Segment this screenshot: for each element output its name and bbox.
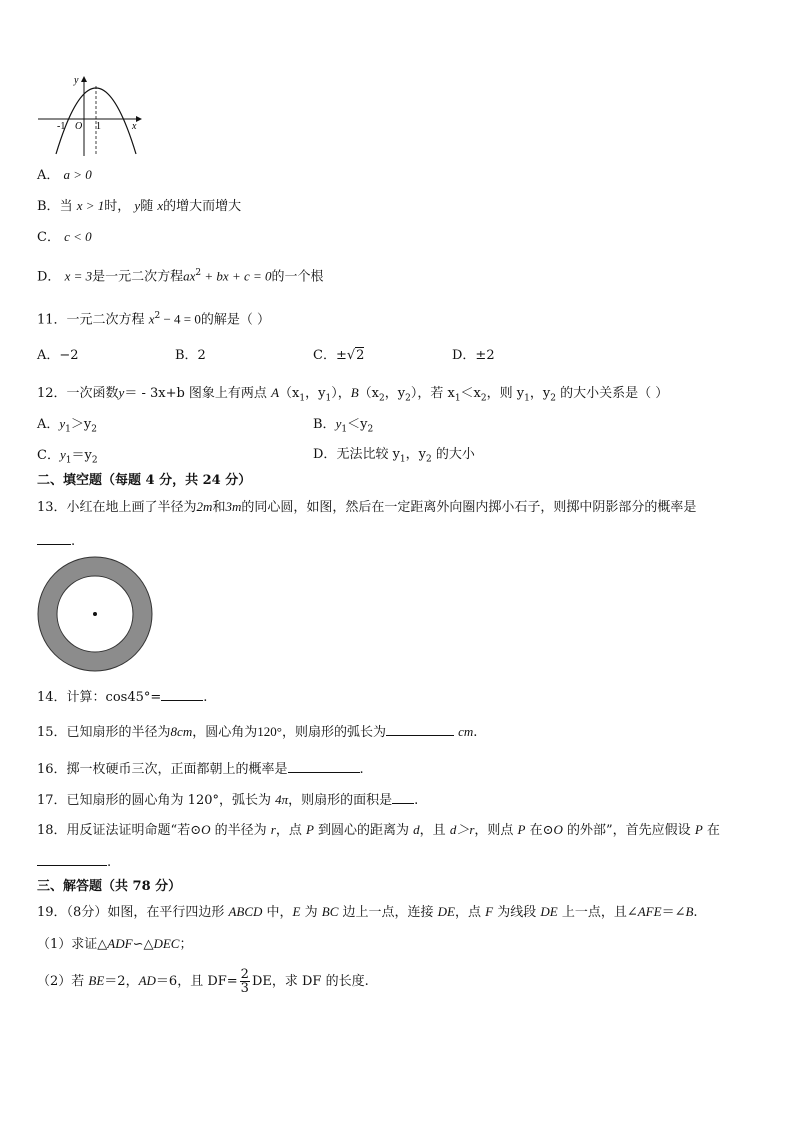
q12-option-b: B．$y_1<y_2$ — [313, 416, 374, 435]
x-axis-label: x — [132, 121, 137, 132]
q11-stem: 11．一元二次方程 $x^2 - 4 = 0$的解是（ ） — [37, 311, 271, 328]
q10-option-c: C． c < 0 — [37, 229, 92, 245]
answer-blank[interactable] — [392, 791, 414, 804]
y-axis-arrow — [81, 76, 87, 82]
x-axis-arrow — [136, 116, 142, 122]
parabola-graph — [36, 74, 144, 158]
option-letter: B． — [37, 199, 60, 214]
concentric-circles-figure — [36, 555, 154, 673]
tick-label-neg1: -1 — [57, 121, 66, 132]
answer-blank[interactable] — [288, 760, 360, 773]
answer-blank[interactable] — [386, 723, 454, 736]
q10-option-a — [37, 166, 92, 185]
y-axis-label: y — [74, 75, 79, 86]
fraction-two-thirds: $\frac{2}{3}$ — [240, 967, 249, 996]
center-dot — [93, 612, 97, 616]
q11-option-d: D．±2 — [452, 348, 495, 363]
q11-option-a: A．−2 — [37, 348, 79, 363]
q12-stem: 12．一次函数y＝ - 3x+b 图象上有两点 $A(x_1$，$y_1$），$B(x_2$，$y_2$），若 $x_1<x_2$，则 $y_1$，$y_2$ 的大小关系是（ ） — [37, 385, 669, 404]
answer-blank[interactable] — [161, 688, 203, 701]
q12-option-d: D．无法比较 $y_1$，$y_2$ 的大小 — [313, 447, 475, 465]
q14-stem: 14．计算：cos45°= . — [37, 690, 208, 705]
option-letter: A． — [37, 168, 60, 183]
q13-stem: 13．小红在地上画了半径为2m和3m的同心圆，如图，然后在一定距离外向圈内掷小石子，则掷中阴影部分的概率是 — [37, 499, 697, 515]
answer-blank[interactable] — [37, 853, 107, 866]
q19-part-2: （2）若 BE＝2，AD＝6，且 DF= $\frac{2}{3}$ DE，求 DF 的长度. — [37, 967, 369, 996]
q12-option-a: A．$y_1>y_2$ — [37, 416, 97, 435]
section-heading-fill-in: 二、填空题（每题 4 分，共 24 分） — [37, 473, 252, 488]
math-expr: a > 0 — [63, 167, 92, 182]
origin-label: O — [75, 121, 83, 132]
q19-stem: 19．（8分）如图，在平行四边形 ABCD 中，E 为 BC 边上一点，连接 DE，点 F 为线段 DE 上一点，且∠AFE＝∠B. — [37, 904, 698, 920]
tick-label-1: 1 — [96, 121, 101, 132]
q18-answer-line: . — [37, 853, 111, 872]
q18-stem: 18．用反证法证明命题“若⊙O 的半径为 r，点 P 到圆心的距离为 d，且 d＞r，则点 P 在⊙O 的外部”，首先应假设 P 在 — [37, 822, 720, 838]
q10-option-d: D． x = 3是一元二次方程$ax^2$ + bx + c = 0的一个根 — [37, 268, 324, 285]
q19-part-1: （1）求证△ADF∽△DEC； — [37, 936, 193, 952]
q15-stem: 15．已知扇形的半径为8cm，圆心角为120°，则扇形的弧长为 cm. — [37, 724, 478, 740]
section-heading-solutions: 三、解答题（共 78 分） — [37, 879, 182, 894]
q12-option-c: C．$y_1=y_2$ — [37, 447, 98, 466]
q11-option-c: C．±√2 — [313, 348, 365, 363]
answer-blank[interactable] — [37, 532, 71, 545]
sqrt-sign: √ — [346, 348, 356, 363]
q13-answer-line: . — [37, 532, 75, 551]
option-letter: C． — [37, 230, 60, 245]
option-letter: D． — [37, 269, 61, 285]
q11-option-b: B．2 — [175, 348, 206, 363]
q10-option-b: B．当 x > 1时， y随 x的增大而增大 — [37, 198, 242, 214]
q16-stem: 16．掷一枚硬币三次，正面都朝上的概率是 . — [37, 762, 364, 777]
q17-stem: 17．已知扇形的圆心角为 120°，弧长为 4π，则扇形的面积是 . — [37, 792, 419, 808]
